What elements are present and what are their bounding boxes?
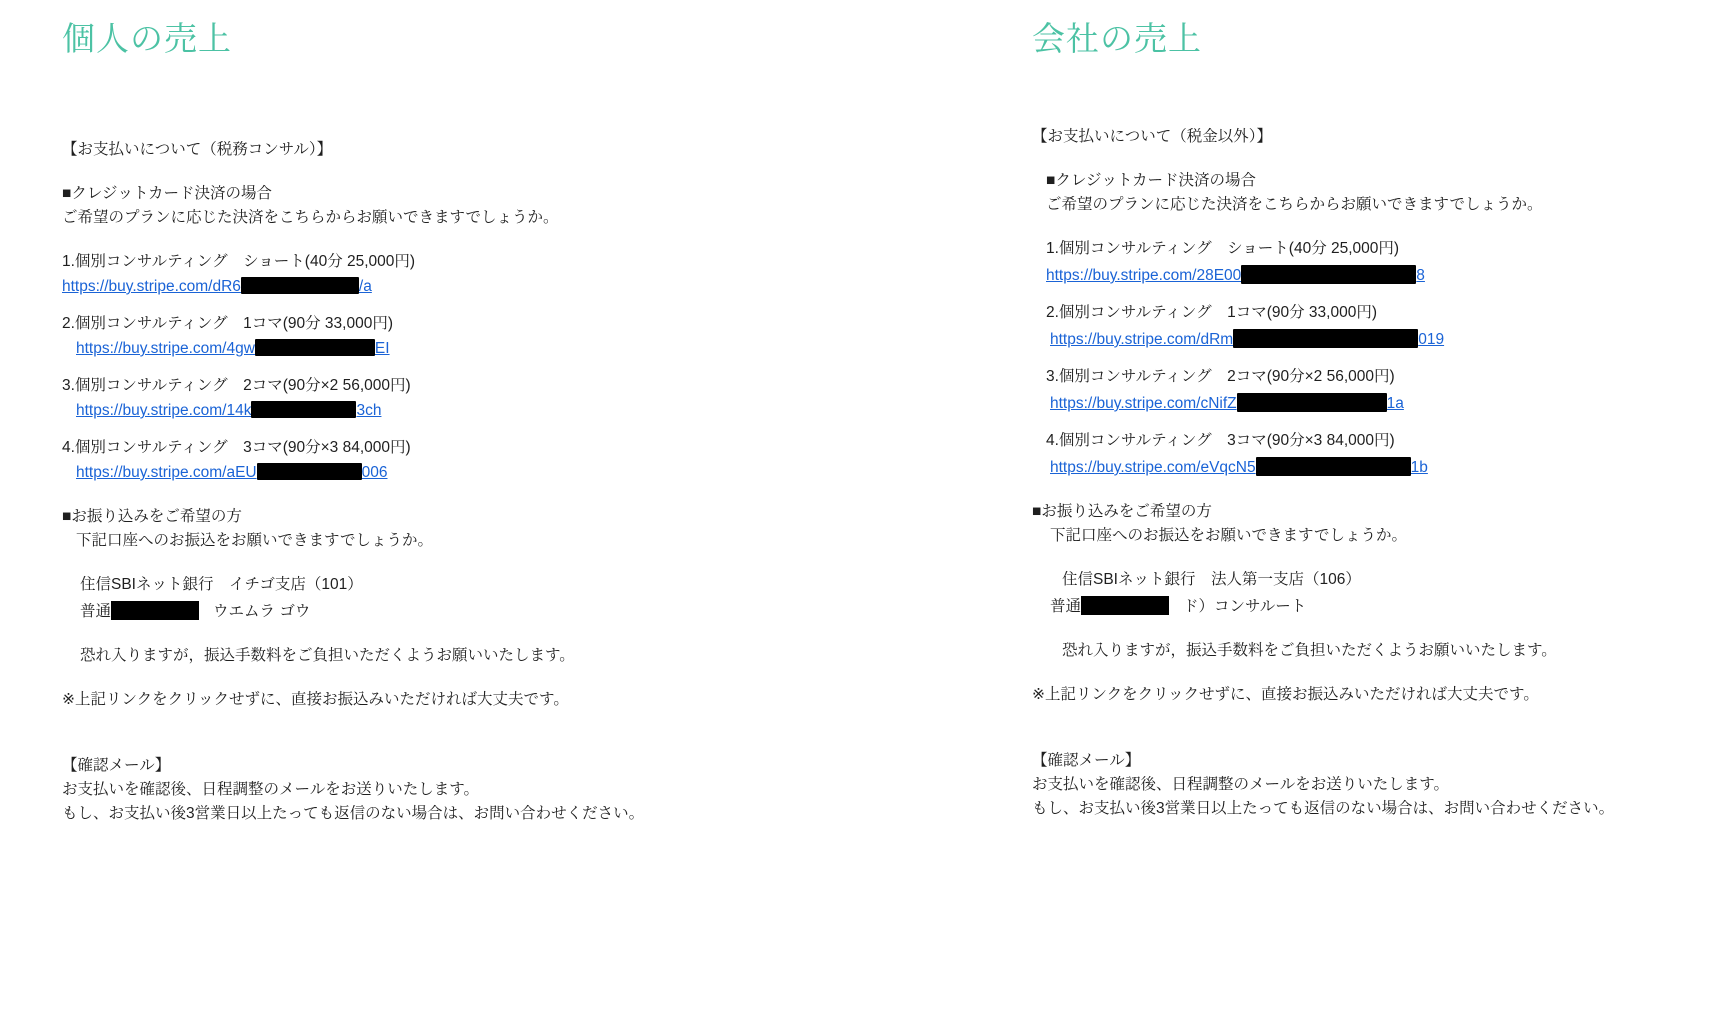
redaction-bar — [1237, 393, 1387, 412]
stripe-link-1-personal[interactable]: https://buy.stripe.com/dR6 — [62, 277, 241, 295]
plan-label-3-company: 3.個別コンサルティング 2コマ(90分×2 56,000円) — [1046, 368, 1395, 385]
transfer-line-company: 下記口座へのお振込をお願いできますでしょうか。 — [1050, 527, 1407, 545]
plan-link-row-1-personal — [62, 274, 1010, 299]
credit-line-personal: ご希望のプランに応じた決済をこちらからお願いできますでしょうか。 — [62, 208, 559, 226]
fee-line-personal: 恐れ入りますが，振込手数料をご負担いただくようお願いいたします。 — [80, 647, 575, 665]
column-company-sales — [1010, 0, 1734, 1010]
account-row-personal — [62, 597, 1010, 624]
credit-line-company: ご希望のプランに応じた決済をこちらからお願いできますでしょうか。 — [1046, 195, 1543, 213]
transfer-line-personal: 下記口座へのお振込をお願いできますでしょうか。 — [76, 532, 433, 550]
redaction-bar — [241, 277, 359, 294]
stripe-link-4-company[interactable]: https://buy.stripe.com/eVqcN5 — [1050, 459, 1256, 477]
plan-label-3-personal: 3.個別コンサルティング 2コマ(90分×2 56,000円) — [62, 377, 411, 394]
plan-link-row-4-company — [1032, 453, 1734, 480]
payment-info-block-personal — [62, 138, 1010, 826]
account-holder-personal: ウエムラ ゴウ — [213, 603, 311, 621]
stripe-link-4-suffix-personal[interactable]: 006 — [361, 464, 388, 482]
plan-label-4-personal: 4.個別コンサルティング 3コマ(90分×3 84,000円) — [62, 439, 411, 457]
account-prefix-company: 普通 — [1050, 598, 1082, 616]
confirm-line1-personal: お支払いを確認後、日程調整のメールをお送りいたします。 — [62, 781, 479, 799]
page-title-company: 会社の売上 — [1032, 20, 1202, 57]
redaction-bar — [255, 339, 375, 356]
stripe-link-4-personal[interactable]: https://buy.stripe.com/aEU — [76, 464, 257, 482]
stripe-link-1-suffix-company[interactable]: 8 — [1416, 266, 1425, 284]
payment-heading-company: 【お支払いについて（税金以外）】 — [1032, 127, 1272, 145]
plan-label-2-company: 2.個別コンサルティング 1コマ(90分 33,000円) — [1046, 303, 1378, 321]
bank-line-personal: 住信SBIネット銀行 イチゴ支店（101） — [80, 576, 363, 594]
bank-line-company: 住信SBIネット銀行 法人第一支店（106） — [1062, 571, 1361, 589]
plan-label-2-personal: 2.個別コンサルティング 1コマ(90分 33,000円) — [62, 314, 394, 332]
stripe-link-3-suffix-personal[interactable]: 3ch — [356, 402, 382, 420]
stripe-link-1-company[interactable]: https://buy.stripe.com/28E00 — [1046, 266, 1242, 284]
account-prefix-personal: 普通 — [80, 603, 112, 621]
transfer-heading-company: ■お振り込みをご希望の方 — [1032, 503, 1212, 521]
plan-link-row-1-company — [1032, 261, 1734, 288]
plan-link-row-3-personal — [62, 398, 1010, 423]
confirm-line2-personal: もし、お支払い後3営業日以上たっても返信のない場合は、お問い合わせください。 — [62, 805, 645, 823]
plan-label-4-company: 4.個別コンサルティング 3コマ(90分×3 84,000円) — [1046, 432, 1395, 450]
stripe-link-3-company[interactable]: https://buy.stripe.com/cNifZ — [1050, 395, 1237, 413]
credit-heading-company: ■クレジットカード決済の場合 — [1046, 171, 1257, 189]
confirm-line2-company: もし、お支払い後3営業日以上たっても返信のない場合は、お問い合わせください。 — [1032, 800, 1615, 818]
redaction-bar — [111, 601, 199, 620]
transfer-heading-personal: ■お振り込みをご希望の方 — [62, 508, 242, 526]
redaction-bar — [1241, 265, 1416, 284]
stripe-link-4-suffix-company[interactable]: 1b — [1410, 459, 1428, 477]
payment-heading-personal: 【お支払いについて（税務コンサル）】 — [62, 140, 333, 158]
redaction-bar — [1233, 329, 1418, 348]
confirm-heading-company: 【確認メール】 — [1032, 752, 1141, 770]
payment-info-block-company — [1020, 125, 1734, 821]
stripe-link-2-suffix-personal[interactable]: EI — [374, 339, 390, 357]
plan-link-row-3-company — [1032, 389, 1734, 416]
stripe-link-1-suffix-personal[interactable]: /a — [358, 277, 372, 295]
confirm-heading-personal: 【確認メール】 — [62, 757, 171, 775]
account-holder-company: ド）コンサルート — [1183, 598, 1307, 616]
stripe-link-2-company[interactable]: https://buy.stripe.com/dRm — [1050, 330, 1234, 348]
account-row-company — [1032, 592, 1734, 619]
redaction-bar — [1256, 457, 1411, 476]
credit-heading-personal: ■クレジットカード決済の場合 — [62, 184, 273, 202]
stripe-link-3-suffix-company[interactable]: 1a — [1386, 395, 1404, 413]
page-title-personal: 個人の売上 — [62, 20, 232, 57]
plan-link-row-2-personal — [62, 336, 1010, 361]
redaction-bar — [251, 401, 356, 418]
stripe-link-3-personal[interactable]: https://buy.stripe.com/14k — [76, 402, 252, 420]
redaction-bar — [1081, 596, 1169, 615]
stripe-link-2-suffix-company[interactable]: 019 — [1418, 330, 1445, 348]
confirm-line1-company: お支払いを確認後、日程調整のメールをお送りいたします。 — [1032, 776, 1449, 794]
redaction-bar — [257, 463, 362, 480]
stripe-link-2-personal[interactable]: https://buy.stripe.com/4gw — [76, 339, 255, 357]
fee-line-company: 恐れ入りますが，振込手数料をご負担いただくようお願いいたします。 — [1062, 642, 1557, 660]
plan-link-row-4-personal — [62, 460, 1010, 485]
plan-label-1-company: 1.個別コンサルティング ショート(40分 25,000円) — [1046, 239, 1400, 257]
note-line-company: ※上記リンクをクリックせずに、直接お振込みいただければ大丈夫です。 — [1032, 686, 1539, 704]
plan-label-1-personal: 1.個別コンサルティング ショート(40分 25,000円) — [62, 252, 416, 270]
note-line-personal: ※上記リンクをクリックせずに、直接お振込みいただければ大丈夫です。 — [62, 691, 569, 709]
plan-link-row-2-company — [1032, 325, 1734, 352]
